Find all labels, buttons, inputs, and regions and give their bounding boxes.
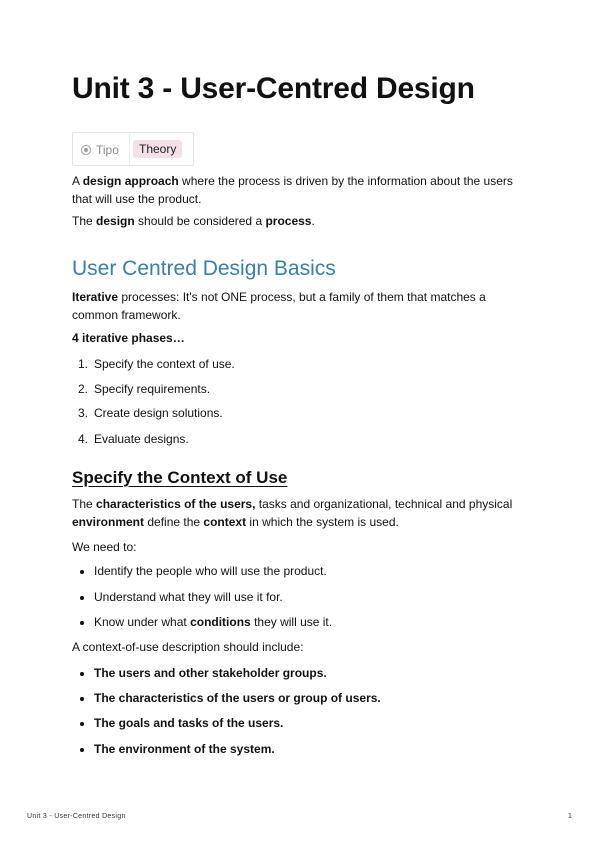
intro-paragraph: A design approach where the process is driven by the information about the users that will use the product.: [72, 174, 513, 206]
bullet-icon: [80, 722, 84, 726]
bullet-icon: [80, 621, 84, 625]
context-paragraph: The characteristics of the users, tasks and organizational, technical and physical environment define the context in which the system is used.: [72, 497, 513, 529]
description-label: A context-of-use description should include:: [72, 640, 304, 654]
bullet-icon: [80, 697, 84, 701]
radio-circle-icon: [81, 145, 91, 155]
page-number: 1: [568, 813, 572, 820]
property-tag: Theory: [133, 140, 182, 158]
footer-title: Unit 3 - User-Centred Design: [27, 813, 126, 820]
section-heading-context: Specify the Context of Use: [72, 468, 288, 487]
property-label: Tipo: [96, 143, 119, 157]
intro-paragraph-2: The design should be considered a process.: [72, 214, 315, 228]
section-heading-basics: User Centred Design Basics: [72, 257, 336, 280]
bullet-icon: [80, 672, 84, 676]
bullet-icon: [80, 748, 84, 752]
bullet-icon: [80, 570, 84, 574]
property-divider: [129, 133, 130, 165]
page-title: Unit 3 - User-Centred Design: [72, 72, 475, 105]
need-label: We need to:: [72, 540, 137, 554]
iterative-paragraph: Iterative processes: It's not ONE process, but a family of them that matches a common framework.: [72, 290, 486, 322]
phases-label: 4 iterative phases…: [72, 331, 185, 345]
property-row: [72, 132, 194, 166]
bullet-icon: [80, 596, 84, 600]
